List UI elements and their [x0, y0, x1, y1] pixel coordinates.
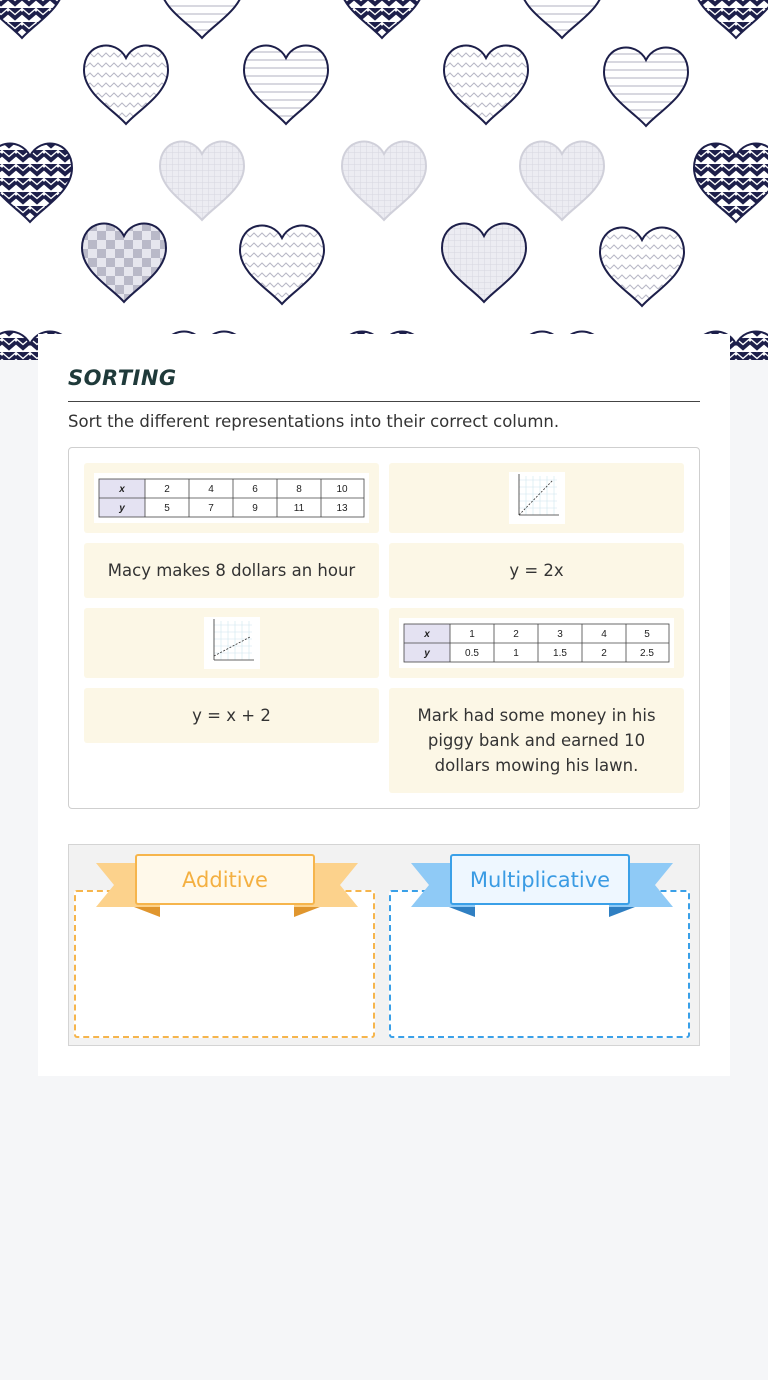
table-cell: 10: [336, 484, 348, 495]
line-graph-image: [509, 472, 565, 524]
table-cell: 9: [252, 503, 258, 514]
table-cell: 1: [513, 648, 519, 659]
draggable-text-chip[interactable]: [389, 688, 684, 793]
table-cell: 6: [252, 484, 258, 495]
table-cell: 5: [644, 629, 650, 640]
chip-text: Macy makes 8 dollars an hour: [107, 561, 356, 580]
multiplicative-column-label: Multiplicative: [450, 854, 630, 905]
draggable-table-chip[interactable]: [84, 463, 379, 533]
table-header-x: x: [424, 629, 430, 640]
draggable-equation-chip[interactable]: [84, 688, 379, 743]
table-cell: 8: [296, 484, 302, 495]
table-cell: 1.5: [553, 648, 567, 659]
table-cell: 1: [469, 629, 475, 640]
table-cell: 0.5: [465, 648, 479, 659]
chip-text: y = x + 2: [192, 706, 271, 725]
table-cell: 2: [513, 629, 519, 640]
drop-zones-area: [68, 844, 700, 1046]
table-cell: 3: [557, 629, 563, 640]
draggable-items-tray: [68, 447, 700, 809]
table-cell: 2: [164, 484, 170, 495]
sorting-card: [38, 334, 730, 1076]
table-cell: 7: [208, 503, 214, 514]
table-cell: 4: [208, 484, 214, 495]
draggable-text-chip[interactable]: [84, 543, 379, 598]
table-cell: 13: [336, 503, 348, 514]
table-header-x: x: [119, 484, 125, 495]
table-header-y: y: [119, 503, 125, 514]
additive-column-label: Additive: [135, 854, 315, 905]
table-cell: 4: [601, 629, 607, 640]
header-banner: [0, 0, 768, 360]
draggable-table-chip[interactable]: [389, 608, 684, 678]
table-header-y: y: [424, 648, 430, 659]
line-graph-image: [204, 617, 260, 669]
instructions-text: Sort the different representations into their correct column.: [68, 412, 560, 431]
chip-text: Mark had some money in his piggy bank and earned 10 dollars mowing his lawn.: [417, 706, 656, 775]
table-cell: 2: [601, 648, 607, 659]
draggable-equation-chip[interactable]: [389, 543, 684, 598]
hearts-pattern-illustration: [0, 0, 768, 360]
title-divider: [68, 401, 700, 402]
table-cell: 5: [164, 503, 170, 514]
table-cell: 11: [293, 503, 305, 514]
section-title: SORTING: [68, 366, 177, 390]
xy-table-image: [94, 473, 369, 523]
draggable-graph-chip[interactable]: [389, 463, 684, 533]
xy-table-image: [399, 618, 674, 668]
draggable-graph-chip[interactable]: [84, 608, 379, 678]
chip-text: y = 2x: [509, 561, 564, 580]
table-cell: 2.5: [640, 648, 654, 659]
